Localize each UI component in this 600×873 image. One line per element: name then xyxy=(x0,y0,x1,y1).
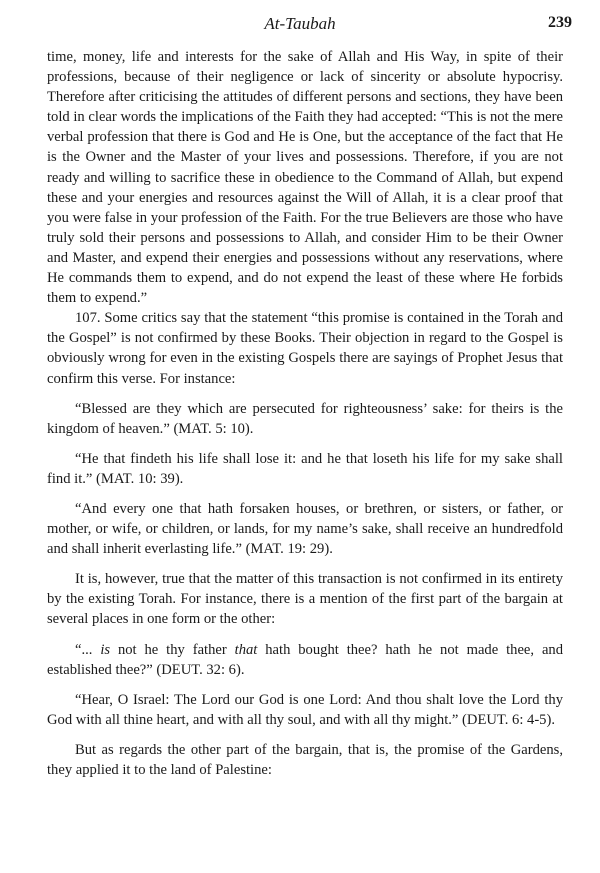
quote-deut-32-6-start: “... xyxy=(75,641,101,658)
page-number: 239 xyxy=(548,14,572,31)
quote-deut-32-6-italic-is: is xyxy=(100,641,111,658)
quote-deut-32-6-mid: not he thy father xyxy=(110,641,235,658)
paragraph-gardens: But as regards the other part of the bargain, that is, the promise of the Gardens, they applied it to the land of Palestine: xyxy=(47,741,563,778)
quote-deut-32-6-end: hath bought thee? hath he not made thee, and established thee?” (DEUT. 32: 6). xyxy=(47,641,564,678)
page-header xyxy=(0,12,600,38)
quote-deut-32-6-italic-that: that xyxy=(234,641,258,658)
quote-deut-32-6 xyxy=(47,640,563,680)
page-body xyxy=(47,47,563,780)
paragraph-torah: It is, however, true that the matter of this transaction is not confirmed in its entirety by the existing Torah. For instance, there is a mention of the first part of the bargain at several places in one form or the other: xyxy=(47,571,563,628)
paragraph-note-107: 107. Some critics say that the statement “this promise is contained in the Torah and the Gospel” is not confirmed by these Books. Their objection in regard to the Gospel is obviously wrong for even in the existing Gospels there are sayings of Prophet Jesus that confirm this verse. For instance: xyxy=(47,310,563,387)
paragraph-continued: time, money, life and interests for the sake of Allah and His Way, in spite of their professions, because of their negligence or lack of sincerity or absolute hypocrisy. Therefore after criticising the attitudes of different persons and sections, they have been told in clear words the implications of the Faith they had accepted: “This is not the mere verbal profession that there is God and He is One, but the acceptance of the fact that He is the Owner and the Master of your lives and possessions. Therefore, if you are not ready and willing to sacrifice these in obedience to the Command of Allah, but expend these and your energies and resources against the Will of Allah, it is a clear proof that you were false in your profession of the Faith. For the true Believers are those who have truly sold their persons and possessions to Allah, and consider Him to be their Owner and Master, and expend their energies and possessions without any reservations, where He commands them to expend, and do not expend the least of these where He forbids them to expend.” xyxy=(47,49,563,307)
quote-mat-5-10: “Blessed are they which are persecuted for righteousness’ sake: for theirs is the kingdom of heaven.” (MAT. 5: 10). xyxy=(47,400,563,437)
running-title: At-Taubah xyxy=(264,14,336,33)
quote-mat-19-29: “And every one that hath forsaken houses, or brethren, or sisters, or father, or mother, or wife, or children, or lands, for my name’s sake, shall receive an hundredfold and shall inherit everlasting life.” (MAT. 19: 29). xyxy=(47,500,563,558)
quote-deut-6-4-5: “Hear, O Israel: The Lord our God is one Lord: And thou shalt love the Lord thy God with all thine heart, and with all thy soul, and with all thy might.” (DEUT. 6: 4-5). xyxy=(47,691,563,728)
quote-mat-10-39: “He that findeth his life shall lose it: and he that loseth his life for my sake shall find it.” (MAT. 10: 39). xyxy=(47,450,563,487)
